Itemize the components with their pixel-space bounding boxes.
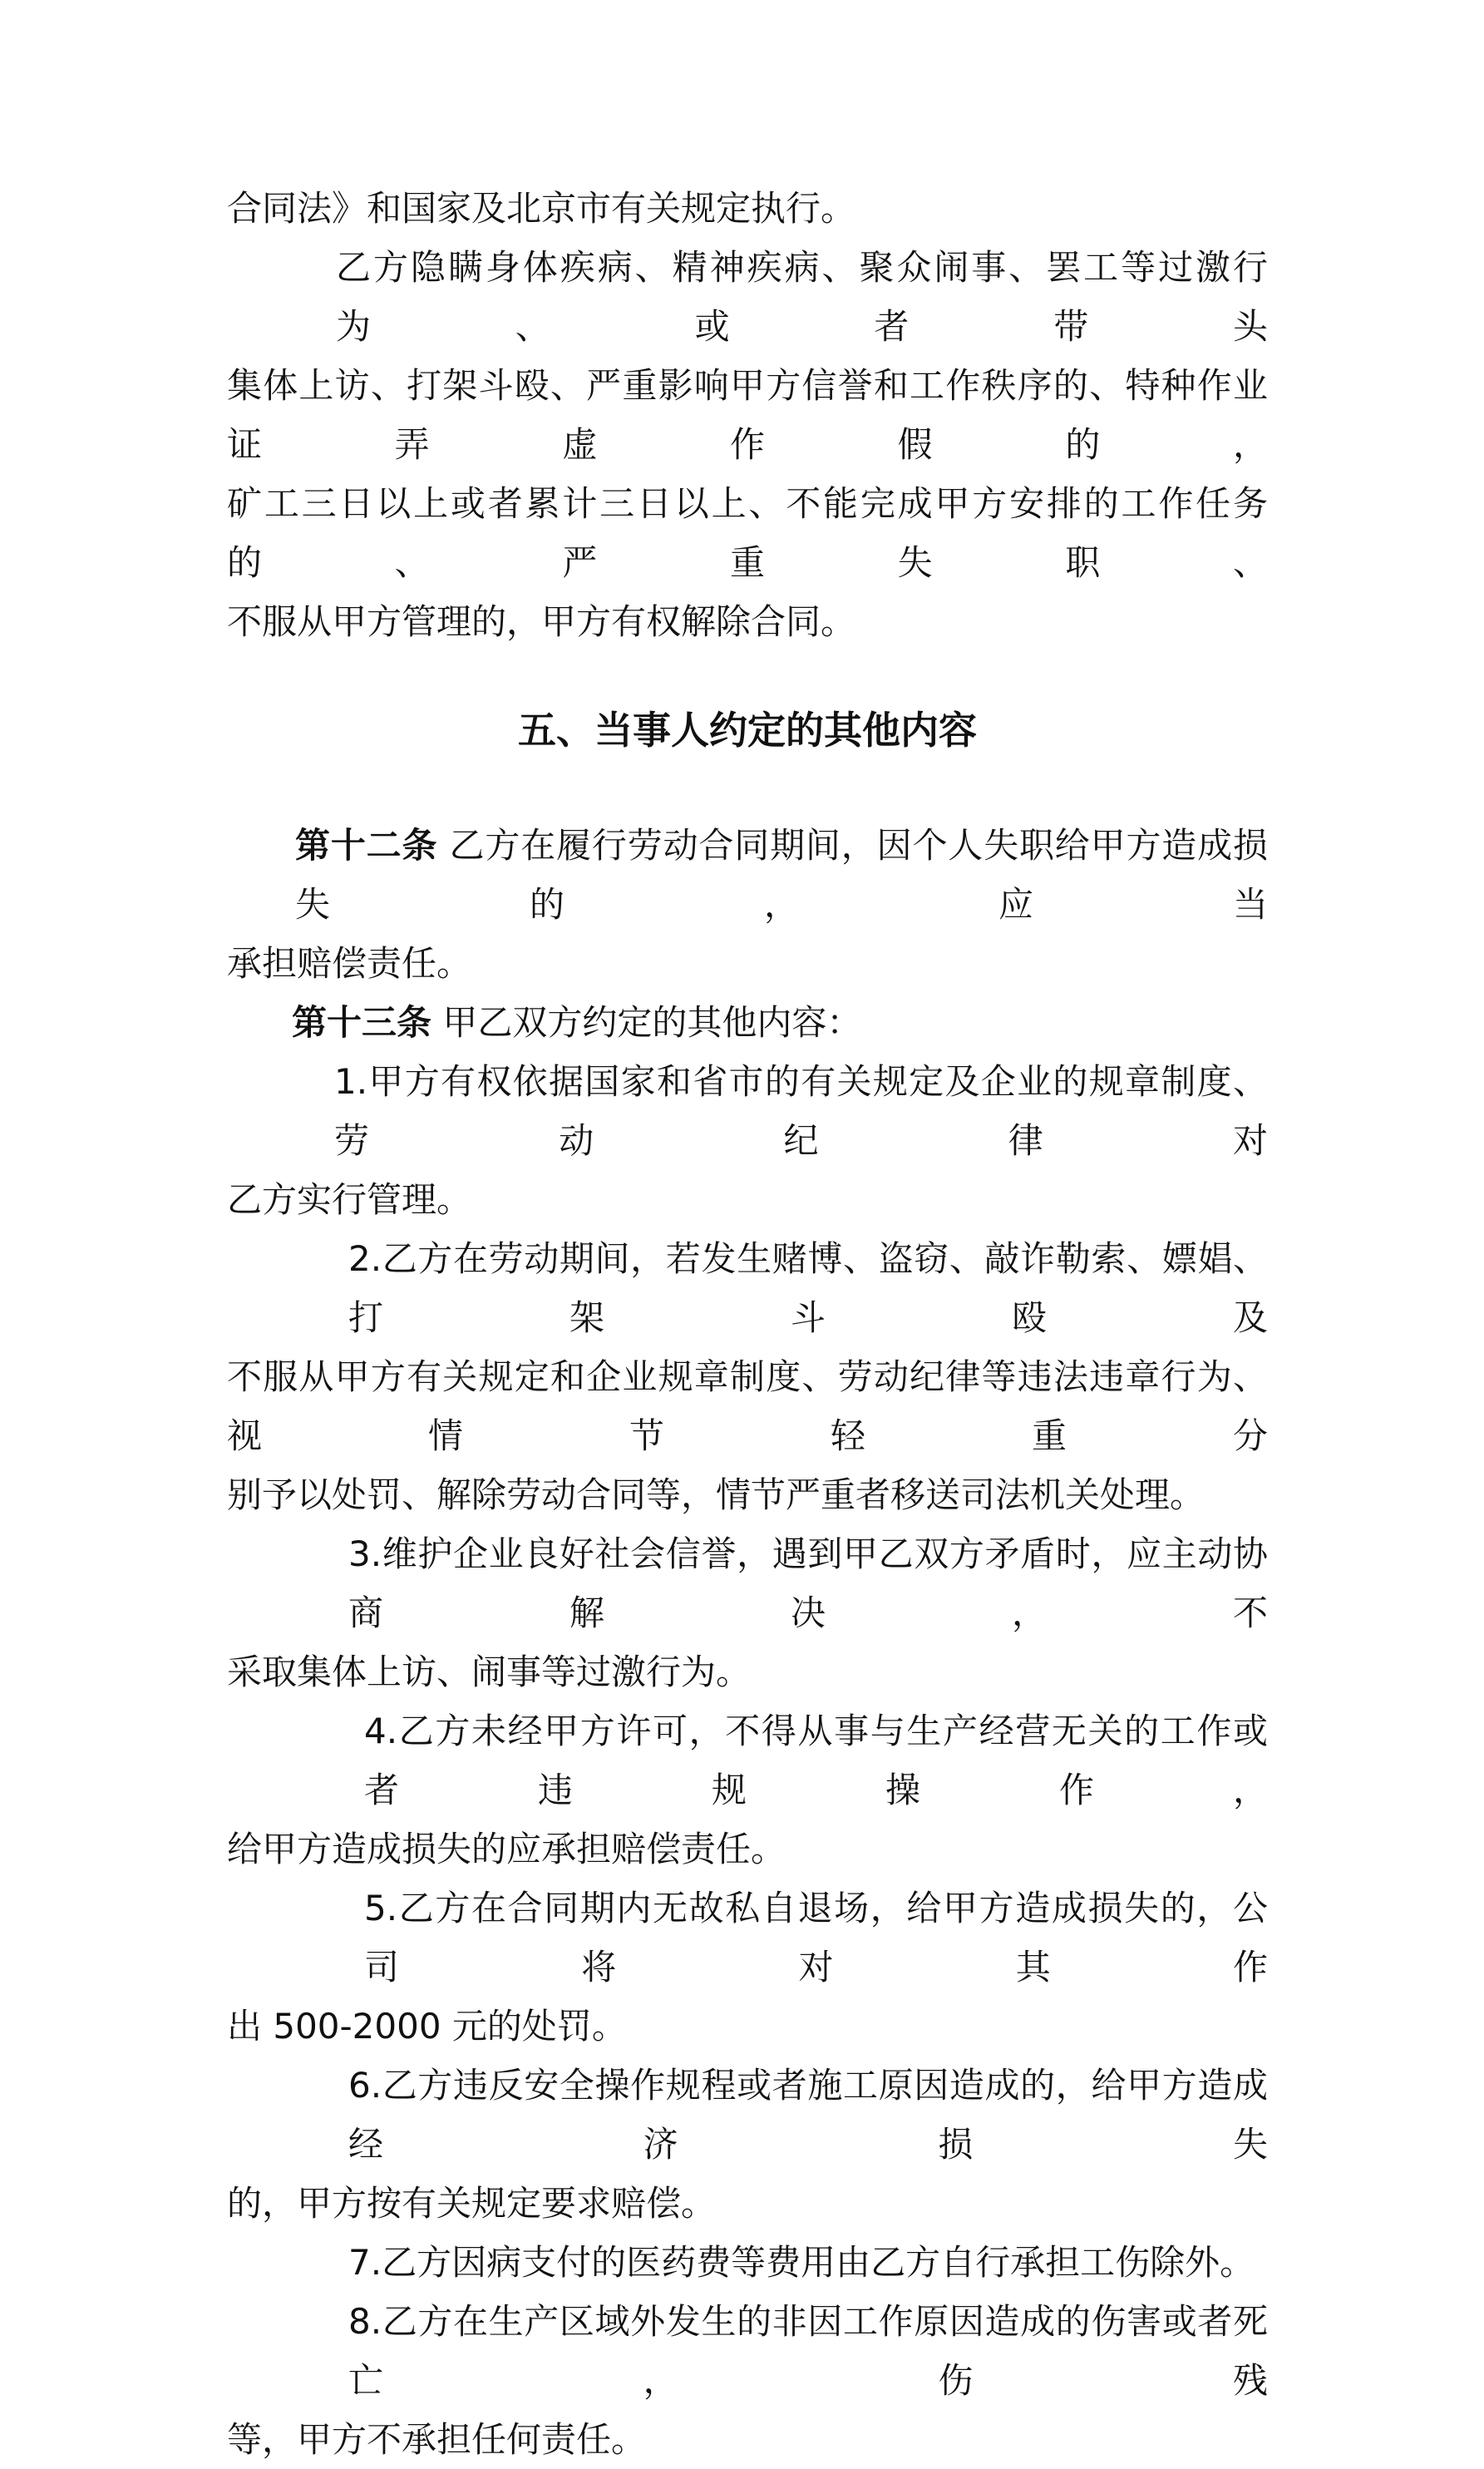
paragraph-line — [227, 1170, 1268, 1229]
line-text: 1.甲方有权依据国家和省市的有关规定及企业的规章制度、劳动纪律对 — [334, 1061, 1268, 1161]
paragraph-line — [227, 592, 1268, 651]
paragraph-line — [227, 993, 1268, 1052]
paragraph-line — [227, 2410, 1268, 2469]
line-text: 3.维护企业良好社会信誉，遇到甲乙双方矛盾时，应主动协商解决，不 — [348, 1533, 1268, 1633]
paragraph-line — [227, 2174, 1268, 2233]
paragraph-line — [227, 474, 1268, 592]
line-text: 不服从甲方有关规定和企业规章制度、劳动纪律等违法违章行为、视情节轻重分 — [227, 1356, 1268, 1456]
line-text: 乙方隐瞒身体疾病、精神疾病、聚众闹事、罢工等过激行为、或者带头 — [336, 247, 1268, 347]
line-text: 的，甲方按有关规定要求赔偿。 — [227, 2183, 717, 2224]
line-text: 出 500-2000 元的处罚。 — [227, 2006, 627, 2047]
line-text: 乙方在履行劳动合同期间，因个人失职给甲方造成损失的，应当 — [295, 825, 1268, 925]
line-text: 4.乙方未经甲方许可，不得从事与生产经营无关的工作或者违规操作， — [364, 1711, 1268, 1810]
line-text: 承担赔偿责任。 — [227, 943, 472, 984]
section-four-tail — [227, 179, 1268, 651]
line-text: 2.乙方在劳动期间，若发生赌博、盗窃、敲诈勒索、嫖娼、打架斗殴及 — [348, 1238, 1268, 1338]
paragraph-line — [227, 1879, 1268, 1997]
article-number: 第十二条 — [295, 825, 438, 866]
paragraph-line — [227, 1642, 1268, 1701]
paragraph-line — [227, 1820, 1268, 1879]
paragraph-line — [227, 238, 1268, 356]
paragraph-line — [227, 816, 1268, 934]
paragraph-line — [227, 1229, 1268, 1347]
paragraph-line — [227, 179, 1268, 238]
paragraph-line — [227, 2233, 1268, 2292]
line-text: 采取集体上访、闹事等过激行为。 — [227, 1652, 752, 1692]
section-five-body — [227, 816, 1268, 2469]
paragraph-line — [227, 1701, 1268, 1820]
line-text: 8.乙方在生产区域外发生的非因工作原因造成的伤害或者死亡，伤残 — [348, 2301, 1268, 2401]
line-text: 7.乙方因病支付的医药费等费用由乙方自行承担工伤除外。 — [348, 2242, 1255, 2283]
paragraph-line — [227, 2056, 1268, 2174]
paragraph-line — [227, 1052, 1268, 1170]
line-text: 6.乙方违反安全操作规程或者施工原因造成的，给甲方造成经济损失 — [348, 2065, 1268, 2165]
line-text: 集体上访、打架斗殴、严重影响甲方信誉和工作秩序的、特种作业证弄虚作假的， — [227, 365, 1268, 465]
paragraph-line — [227, 2292, 1268, 2410]
paragraph-line — [227, 1524, 1268, 1642]
paragraph-line — [227, 1347, 1268, 1465]
line-text: 别予以处罚、解除劳动合同等，情节严重者移送司法机关处理。 — [227, 1474, 1205, 1515]
article-number: 第十三条 — [292, 1002, 432, 1043]
line-text: 甲乙双方约定的其他内容： — [431, 1002, 862, 1043]
line-text: 矿工三日以上或者累计三日以上、不能完成甲方安排的工作任务的、严重失职、 — [227, 483, 1268, 583]
line-text: 5.乙方在合同期内无故私自退场，给甲方造成损失的，公司将对其作 — [364, 1888, 1268, 1988]
paragraph-line — [227, 1997, 1268, 2056]
line-text: 乙方实行管理。 — [227, 1179, 472, 1220]
paragraph-line — [227, 356, 1268, 474]
section-heading: 五、当事人约定的其他内容 — [518, 708, 977, 753]
line-text: 合同法》和国家及北京市有关规定执行。 — [227, 188, 856, 229]
line-text: 等，甲方不承担任何责任。 — [227, 2419, 647, 2460]
line-text: 不服从甲方管理的，甲方有权解除合同。 — [227, 601, 856, 642]
paragraph-line — [227, 934, 1268, 993]
paragraph-line — [227, 1465, 1268, 1524]
document-body — [227, 179, 1268, 2469]
line-text: 给甲方造成损失的应承担赔偿责任。 — [227, 1829, 786, 1869]
